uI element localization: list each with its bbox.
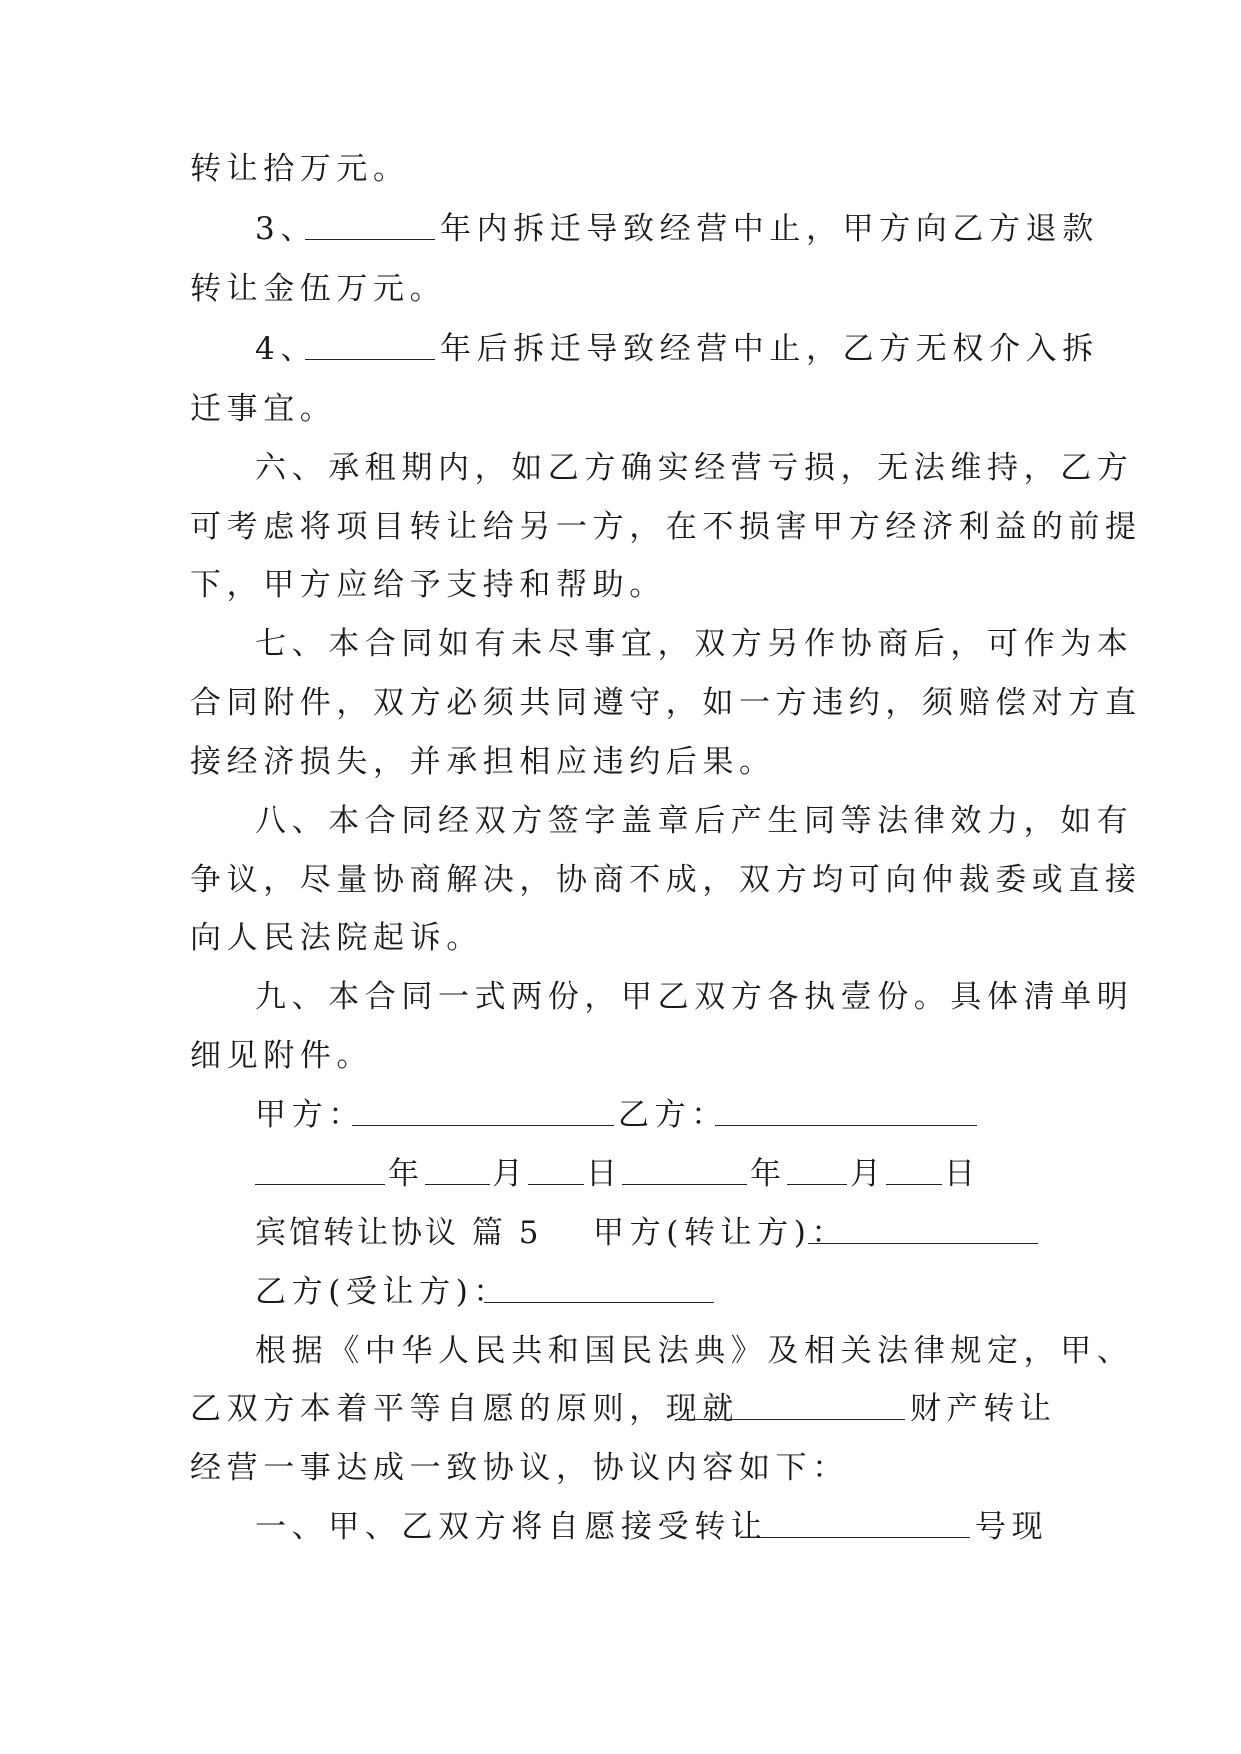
party-b-blank xyxy=(715,1095,977,1126)
text-line: 争议，尽量协商解决，协商不成，双方均可向仲裁委或直接 xyxy=(190,862,1142,898)
party-a-blank xyxy=(352,1095,614,1126)
text-line: 转让拾万元。 xyxy=(190,151,410,187)
day-label: 日 xyxy=(944,1156,981,1192)
party-b-label: 乙方： xyxy=(618,1097,728,1133)
clause-text: 号现 xyxy=(975,1509,1049,1545)
text-line: 下，甲方应给予支持和帮助。 xyxy=(190,567,666,603)
text-line: 细见附件。 xyxy=(190,1038,373,1074)
intro-line: 根据《中华人民共和国民法典》及相关法律规定，甲、 xyxy=(255,1333,1134,1369)
month-blank xyxy=(425,1154,490,1185)
month-label: 月 xyxy=(850,1156,887,1192)
year-blank xyxy=(255,1154,385,1185)
text-line: 迁事宜。 xyxy=(190,391,337,427)
year-blank xyxy=(622,1154,747,1185)
text-line: 六、承租期内，如乙方确实经营亏损，无法维持，乙方 xyxy=(255,450,1134,486)
text-line: 八、本合同经双方签字盖章后产生同等法律效力，如有 xyxy=(255,803,1134,839)
day-blank xyxy=(886,1154,942,1185)
blank-field xyxy=(305,329,435,360)
text-line: 年内拆迁导致经营中止，甲方向乙方退款 xyxy=(440,211,1099,247)
address-blank xyxy=(740,1507,970,1538)
text-line: 年后拆迁导致经营中止，乙方无权介入拆 xyxy=(440,331,1099,367)
intro-line: 经营一事达成一致协议，协议内容如下： xyxy=(190,1450,849,1486)
clause-number: 3、 xyxy=(255,211,317,247)
text-line: 接经济损失，并承担相应违约后果。 xyxy=(190,744,776,780)
text-line: 九、本合同一式两份，甲乙双方各执壹份。具体清单明 xyxy=(255,979,1134,1015)
year-label: 年 xyxy=(750,1156,787,1192)
text-line: 七、本合同如有未尽事宜，双方另作协商后，可作为本 xyxy=(255,626,1134,662)
day-blank xyxy=(528,1154,584,1185)
day-label: 日 xyxy=(586,1156,623,1192)
transferee-label: 乙方(受让方)： xyxy=(255,1274,510,1310)
property-blank xyxy=(675,1389,905,1420)
party-a-label: 甲方： xyxy=(255,1097,365,1133)
transferor-blank xyxy=(808,1213,1038,1244)
text-line: 向人民法院起诉。 xyxy=(190,920,483,956)
transferor-label: 甲方(转让方)： xyxy=(593,1215,848,1251)
intro-text: 乙双方本着平等自愿的原则，现就 xyxy=(190,1391,739,1427)
text-line: 转让金伍万元。 xyxy=(190,271,447,307)
month-blank xyxy=(787,1154,847,1185)
blank-field xyxy=(305,209,435,240)
clause-number: 4、 xyxy=(255,331,317,367)
intro-text: 财产转让 xyxy=(910,1391,1057,1427)
month-label: 月 xyxy=(492,1156,529,1192)
text-line: 可考虑将项目转让给另一方，在不损害甲方经济利益的前提 xyxy=(190,509,1142,545)
clause-text: 一、甲、乙双方将自愿接受转让 xyxy=(255,1509,768,1545)
year-label: 年 xyxy=(388,1156,425,1192)
agreement-title: 宾馆转让协议 篇 5 xyxy=(255,1215,542,1251)
text-line: 合同附件，双方必须共同遵守，如一方违约，须赔偿对方直 xyxy=(190,685,1142,721)
transferee-blank xyxy=(484,1272,714,1303)
